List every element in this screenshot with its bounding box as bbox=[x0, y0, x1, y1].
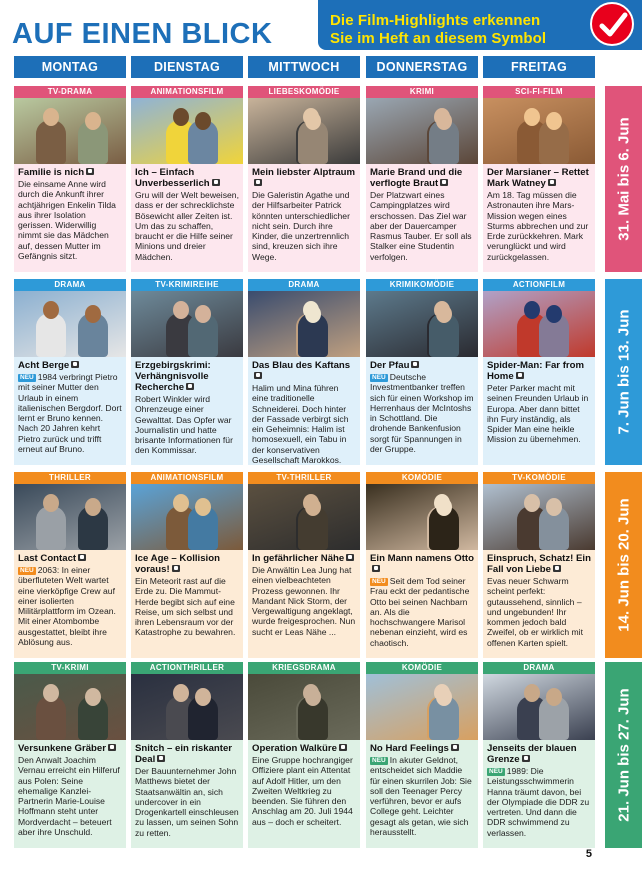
film-description-text: 2063: In einer überfluteten Welt wartet eine vierköpfige Crew auf einer isolierten Militärplattform im Ozean. Mit einer Atombombe ausgestattet, bleibt ihre Ablösung aus. bbox=[18, 565, 116, 648]
film-description-text: 1984 verbringt Pietro mit seiner Mutter den Urlaub in einem italienischen Bergdorf. Dort lernt er Bruno kennen. Nach 20 Jahren kehrt Pietro zurück und trifft erneut auf Bruno. bbox=[18, 372, 122, 455]
tv-highlight-icon bbox=[172, 565, 180, 572]
film-description bbox=[370, 576, 474, 648]
film-title bbox=[370, 553, 474, 575]
new-badge: NEU bbox=[20, 567, 34, 574]
film-description bbox=[487, 766, 591, 838]
checkmark-icon bbox=[590, 2, 634, 46]
film-description-text: Die Galeristin Agathe und der Hilfsarbeiter Patrick könnten unterschiedlicher nicht sein. Durch ihre Kinder, die unzertrennlich sind, kreuzen sich ihre Wege. bbox=[252, 190, 350, 262]
genre-label: SCI-FI-FILM bbox=[483, 86, 595, 98]
card-body bbox=[483, 164, 595, 272]
genre-label: KRIMI bbox=[366, 86, 478, 98]
card-body bbox=[14, 550, 126, 658]
film-description-text: Halim und Mina führen eine traditionelle Schneiderei. Doch hinter der Fassade verbirgt sich ein Geheimnis: Halim ist homosexuell, ein Tabu in der konservativen Gesellschaft Marokkos. bbox=[252, 383, 349, 465]
film-description-text: Ein Meteorit rast auf die Erde zu. Die Mammut-Herde begibt sich auf eine Reise, um sich selbst und ihren Lebensraum vor der Katastrophe zu bewahren. bbox=[135, 576, 236, 638]
film-still bbox=[483, 98, 595, 164]
film-card[interactable] bbox=[14, 472, 126, 658]
film-description-text: Peter Parker macht mit seinen Freunden Urlaub in Europa. Aber dann bittet ihn Fury inständig, als Spider Man eine heikle Mission zu übernehmen. bbox=[487, 383, 589, 445]
film-card[interactable] bbox=[14, 86, 126, 272]
new-badge: NEU bbox=[489, 768, 503, 775]
film-title-text: Acht Berge bbox=[18, 360, 70, 371]
tv-highlight-icon bbox=[186, 383, 194, 390]
day-header-dienstag: DIENSTAG bbox=[131, 56, 243, 78]
tv-highlight-icon bbox=[254, 179, 262, 186]
genre-label: TV-THRILLER bbox=[248, 472, 360, 484]
genre-label: TV-KRIMIREIHE bbox=[131, 279, 243, 291]
film-card[interactable] bbox=[366, 86, 478, 272]
card-body bbox=[131, 740, 243, 848]
genre-label: TV-KOMÖDIE bbox=[483, 472, 595, 484]
film-title bbox=[370, 743, 474, 754]
film-title-text: Last Contact bbox=[18, 553, 77, 564]
film-title bbox=[252, 167, 356, 189]
day-header-montag: MONTAG bbox=[14, 56, 126, 78]
genre-label: ANIMATIONSFILM bbox=[131, 472, 243, 484]
day-header-freitag: FREITAG bbox=[483, 56, 595, 78]
film-description-text: Gru will der Welt beweisen, dass er der schrecklichste Bösewicht aller Zeiten ist. Um das zu schaffen, braucht er die Hilfe seiner Minions und dreier Mädchen. bbox=[135, 190, 239, 262]
film-still bbox=[248, 98, 360, 164]
film-title bbox=[252, 553, 356, 564]
film-title bbox=[487, 553, 591, 575]
film-description-text: Am 18. Tag müssen die Astronauten ihre Mars-Mission wegen eines Sturms abbrechen und zur Erde zurückkehren. Mark verunglückt und wird zurückgelassen. bbox=[487, 190, 589, 262]
tv-highlight-icon bbox=[553, 565, 561, 572]
tv-highlight-icon bbox=[254, 372, 262, 379]
week-tab-3 bbox=[605, 472, 642, 658]
film-description bbox=[252, 565, 356, 637]
film-description-text: Deutsche Investmentbanker treffen sich für einen Workshop im Herrenhaus der McIntoshs in Schottland. Die drohende Bankenfusion sorgt für Spannungen in der Gruppe. bbox=[370, 372, 474, 455]
page-title: AUF EINEN BLICK bbox=[12, 18, 273, 50]
film-still bbox=[483, 674, 595, 740]
film-description bbox=[18, 755, 122, 837]
card-body bbox=[366, 357, 478, 465]
film-description bbox=[487, 576, 591, 648]
film-description bbox=[370, 755, 474, 837]
genre-label: KOMÖDIE bbox=[366, 472, 478, 484]
card-body bbox=[483, 740, 595, 848]
card-body bbox=[248, 740, 360, 848]
film-title bbox=[135, 360, 239, 393]
film-description bbox=[18, 372, 122, 454]
tv-highlight-icon bbox=[346, 554, 354, 561]
card-body bbox=[366, 164, 478, 272]
film-description bbox=[370, 372, 474, 454]
card-body bbox=[483, 550, 595, 658]
film-description-text: Der Platzwart eines Campingplatzes wird erschossen. Das Ziel war aber der Dauercamper Rasmus Tauber. Er soll als Stalker eine Studentin verfolgen. bbox=[370, 190, 472, 262]
film-description-text: Die Anwältin Lea Jung hat einen vielbeachteten Prozess gewonnen. Ihr Mandant Nick Storm, der Vergewaltigung angeklagt, wurde freigesprochen. Nun sucht er Leas Nähe ... bbox=[252, 565, 356, 637]
film-title-text: Das Blau des Kaftans bbox=[252, 360, 351, 371]
banner-line-1: Die Film-Highlights erkennen bbox=[330, 12, 541, 29]
tv-highlight-icon bbox=[108, 744, 116, 751]
film-card[interactable] bbox=[131, 86, 243, 272]
film-card[interactable] bbox=[483, 279, 595, 465]
tv-highlight-icon bbox=[548, 179, 556, 186]
film-title-text: Einspruch, Schatz! Ein Fall von Liebe bbox=[487, 553, 591, 575]
film-card[interactable] bbox=[14, 662, 126, 848]
week-tab-2 bbox=[605, 279, 642, 465]
film-title bbox=[252, 743, 356, 754]
page-number: 5 bbox=[585, 848, 592, 860]
tv-highlight-icon bbox=[212, 179, 220, 186]
film-title-text: Der Marsianer – Rettet Mark Watney bbox=[487, 167, 589, 189]
card-body bbox=[248, 357, 360, 465]
film-card[interactable] bbox=[14, 279, 126, 465]
film-title bbox=[252, 360, 356, 382]
tv-highlight-icon bbox=[440, 179, 448, 186]
week-tab-4 bbox=[605, 662, 642, 848]
card-body bbox=[131, 550, 243, 658]
film-description-text: Die einsame Anne wird durch die Ankunft ihrer achtjährigen Enkelin Tilda aus ihrer Isolation gerissen. Widerwillig nimmt sie das Mädchen auf, dessen Mutter im Gefängnis sitzt. bbox=[18, 179, 116, 262]
film-still bbox=[14, 674, 126, 740]
highlight-banner bbox=[318, 0, 642, 50]
film-title-text: Ice Age – Kollision voraus! bbox=[135, 553, 220, 575]
film-description bbox=[487, 190, 591, 262]
film-still bbox=[248, 674, 360, 740]
film-description bbox=[18, 565, 122, 647]
card-body bbox=[248, 550, 360, 658]
film-title bbox=[487, 360, 591, 382]
film-title bbox=[487, 743, 591, 765]
film-title-text: Mein liebster Alptraum bbox=[252, 167, 356, 178]
film-title-text: Familie is nich bbox=[18, 167, 85, 178]
film-card[interactable] bbox=[248, 472, 360, 658]
film-description bbox=[135, 394, 239, 456]
film-card[interactable] bbox=[366, 472, 478, 658]
film-description-text: Evas neuer Schwarm scheint perfekt: gutaussehend, sinnlich – und ungebunden! Ihr kommen jedoch bald Zweifel, ob er wirklich mit offenen Karten spielt. bbox=[487, 576, 583, 648]
film-still bbox=[131, 484, 243, 550]
week-label: 14. Jun bis 20. Jun bbox=[615, 498, 632, 632]
film-description bbox=[370, 190, 474, 262]
genre-label: KRIEGSDRAMA bbox=[248, 662, 360, 674]
genre-label: LIEBESKOMÖDIE bbox=[248, 86, 360, 98]
film-title-text: Ich – Einfach Unverbesserlich bbox=[135, 167, 210, 189]
new-badge: NEU bbox=[372, 578, 386, 585]
tv-highlight-icon bbox=[86, 168, 94, 175]
film-card[interactable] bbox=[248, 279, 360, 465]
card-body bbox=[483, 357, 595, 465]
day-header-donnerstag: DONNERSTAG bbox=[366, 56, 478, 78]
film-still bbox=[131, 291, 243, 357]
card-body bbox=[14, 357, 126, 465]
film-description-text: Robert Winkler wird Ohrenzeuge einer Gewalttat. Das Opfer war Journalistin und hatte brisante Informationen für den Kommissar. bbox=[135, 394, 233, 456]
film-title-text: Jenseits der blauen Grenze bbox=[487, 743, 577, 765]
film-still bbox=[131, 98, 243, 164]
tv-highlight-icon bbox=[78, 554, 86, 561]
genre-label: ACTIONFILM bbox=[483, 279, 595, 291]
film-title-text: Operation Walküre bbox=[252, 743, 337, 754]
tv-highlight-icon bbox=[522, 755, 530, 762]
film-title bbox=[487, 167, 591, 189]
film-card[interactable] bbox=[366, 662, 478, 848]
genre-label: KRIMIKOMÖDIE bbox=[366, 279, 478, 291]
film-still bbox=[131, 674, 243, 740]
film-title bbox=[135, 553, 239, 575]
week-label: 7. Jun bis 13. Jun bbox=[615, 309, 632, 435]
genre-label: TV-DRAMA bbox=[14, 86, 126, 98]
tv-highlight-icon bbox=[339, 744, 347, 751]
week-label: 31. Mai bis 6. Jun bbox=[615, 117, 632, 241]
film-card[interactable] bbox=[131, 472, 243, 658]
film-title bbox=[370, 167, 474, 189]
film-card[interactable] bbox=[248, 662, 360, 848]
genre-label: DRAMA bbox=[248, 279, 360, 291]
tv-highlight-icon bbox=[71, 361, 79, 368]
film-title bbox=[18, 360, 122, 371]
film-title-text: Ein Mann namens Otto bbox=[370, 553, 474, 564]
film-still bbox=[483, 291, 595, 357]
film-title-text: Snitch – ein riskanter Deal bbox=[135, 743, 233, 765]
genre-label: THRILLER bbox=[14, 472, 126, 484]
card-body bbox=[366, 550, 478, 658]
film-card[interactable] bbox=[483, 472, 595, 658]
film-description bbox=[252, 383, 356, 465]
film-card[interactable] bbox=[131, 279, 243, 465]
film-title-text: No Hard Feelings bbox=[370, 743, 449, 754]
film-card[interactable] bbox=[483, 86, 595, 272]
card-body bbox=[131, 357, 243, 465]
film-card[interactable] bbox=[366, 279, 478, 465]
film-description-text: In akuter Geldnot, entscheidet sich Maddie für einen skurrilen Job: Sie soll den Teenager Percy verführen, bevor er aufs College geht. Leichter gesagt als getan, wie sich herausstellt. bbox=[370, 755, 472, 838]
genre-label: DRAMA bbox=[14, 279, 126, 291]
card-body bbox=[248, 164, 360, 272]
film-description-text: Der Bauunternehmer John Matthews bietet der Staatsanwältin an, sich undercover in ein Drogenkartell einschleusen zu lassen, um seinen Sohn zu retten. bbox=[135, 766, 239, 838]
film-still bbox=[248, 484, 360, 550]
film-still bbox=[14, 98, 126, 164]
film-title-text: Der Pfau bbox=[370, 360, 410, 371]
film-card[interactable] bbox=[483, 662, 595, 848]
film-still bbox=[14, 484, 126, 550]
film-still bbox=[14, 291, 126, 357]
film-title bbox=[18, 553, 122, 564]
film-still bbox=[366, 291, 478, 357]
tv-highlight-icon bbox=[157, 755, 165, 762]
genre-label: KOMÖDIE bbox=[366, 662, 478, 674]
film-title-text: Spider-Man: Far from Home bbox=[487, 360, 585, 382]
tv-highlight-icon bbox=[451, 744, 459, 751]
film-title-text: Versunkene Gräber bbox=[18, 743, 106, 754]
film-description bbox=[135, 576, 239, 638]
week-label: 21. Jun bis 27. Jun bbox=[615, 688, 632, 822]
film-description-text: Eine Gruppe hochrangiger Offiziere plant ein Attentat auf Adolf Hitler, um den Zweiten Weltkrieg zu beenden. Sie führen den Anschlag am 20. Juli 1944 aus – doch er scheitert. bbox=[252, 755, 353, 827]
film-description bbox=[487, 383, 591, 445]
film-title bbox=[135, 743, 239, 765]
film-description-text: 1989: Die Leistungsschwimmerin Hanna träumt davon, bei der Olympiade die DDR zu vertreten. Und dann die DDR schwimmend zu verlassen. bbox=[487, 766, 590, 838]
day-header-mittwoch: MITTWOCH bbox=[248, 56, 360, 78]
film-title-text: In gefährlicher Nähe bbox=[252, 553, 345, 564]
film-description-text: Seit dem Tod seiner Frau eckt der pedantische Otto bei seinen Nachbarn an. Als die hochschwangere Marisol nebenan einzieht, wird es chaotisch. bbox=[370, 576, 470, 648]
film-title bbox=[370, 360, 474, 371]
film-still bbox=[366, 98, 478, 164]
genre-label: DRAMA bbox=[483, 662, 595, 674]
film-description bbox=[135, 766, 239, 838]
film-title bbox=[18, 743, 122, 754]
film-card[interactable] bbox=[248, 86, 360, 272]
film-description bbox=[252, 755, 356, 827]
genre-label: ANIMATIONSFILM bbox=[131, 86, 243, 98]
film-description bbox=[18, 179, 122, 261]
card-body bbox=[366, 740, 478, 848]
card-body bbox=[14, 740, 126, 848]
film-still bbox=[483, 484, 595, 550]
film-still bbox=[366, 484, 478, 550]
genre-label: TV-KRIMI bbox=[14, 662, 126, 674]
film-title-text: Marie Brand und die verflogte Braut bbox=[370, 167, 463, 189]
banner-line-2: Sie im Heft an diesem Symbol bbox=[330, 30, 547, 47]
card-body bbox=[131, 164, 243, 272]
tv-highlight-icon bbox=[516, 372, 524, 379]
genre-label: ACTIONTHRILLER bbox=[131, 662, 243, 674]
film-still bbox=[248, 291, 360, 357]
new-badge: NEU bbox=[372, 374, 386, 381]
tv-highlight-icon bbox=[411, 361, 419, 368]
week-tab-1 bbox=[605, 86, 642, 272]
tv-highlight-icon bbox=[372, 565, 380, 572]
film-description-text: Den Anwalt Joachim Vernau erreicht ein Hilferuf aus Polen: Seine ehemalige Kanzlei-Partnerin Marie-Louise Hoffmann steht unter Mordverdacht – beteuert aber ihre Unschuld. bbox=[18, 755, 120, 838]
film-description bbox=[135, 190, 239, 262]
film-title bbox=[18, 167, 122, 178]
card-body bbox=[14, 164, 126, 272]
film-still bbox=[366, 674, 478, 740]
film-title bbox=[135, 167, 239, 189]
new-badge: NEU bbox=[372, 757, 386, 764]
new-badge: NEU bbox=[20, 374, 34, 381]
film-card[interactable] bbox=[131, 662, 243, 848]
film-title-text: Erzgebirgskrimi: Verhängnisvolle Recherche bbox=[135, 360, 211, 393]
film-description bbox=[252, 190, 356, 262]
